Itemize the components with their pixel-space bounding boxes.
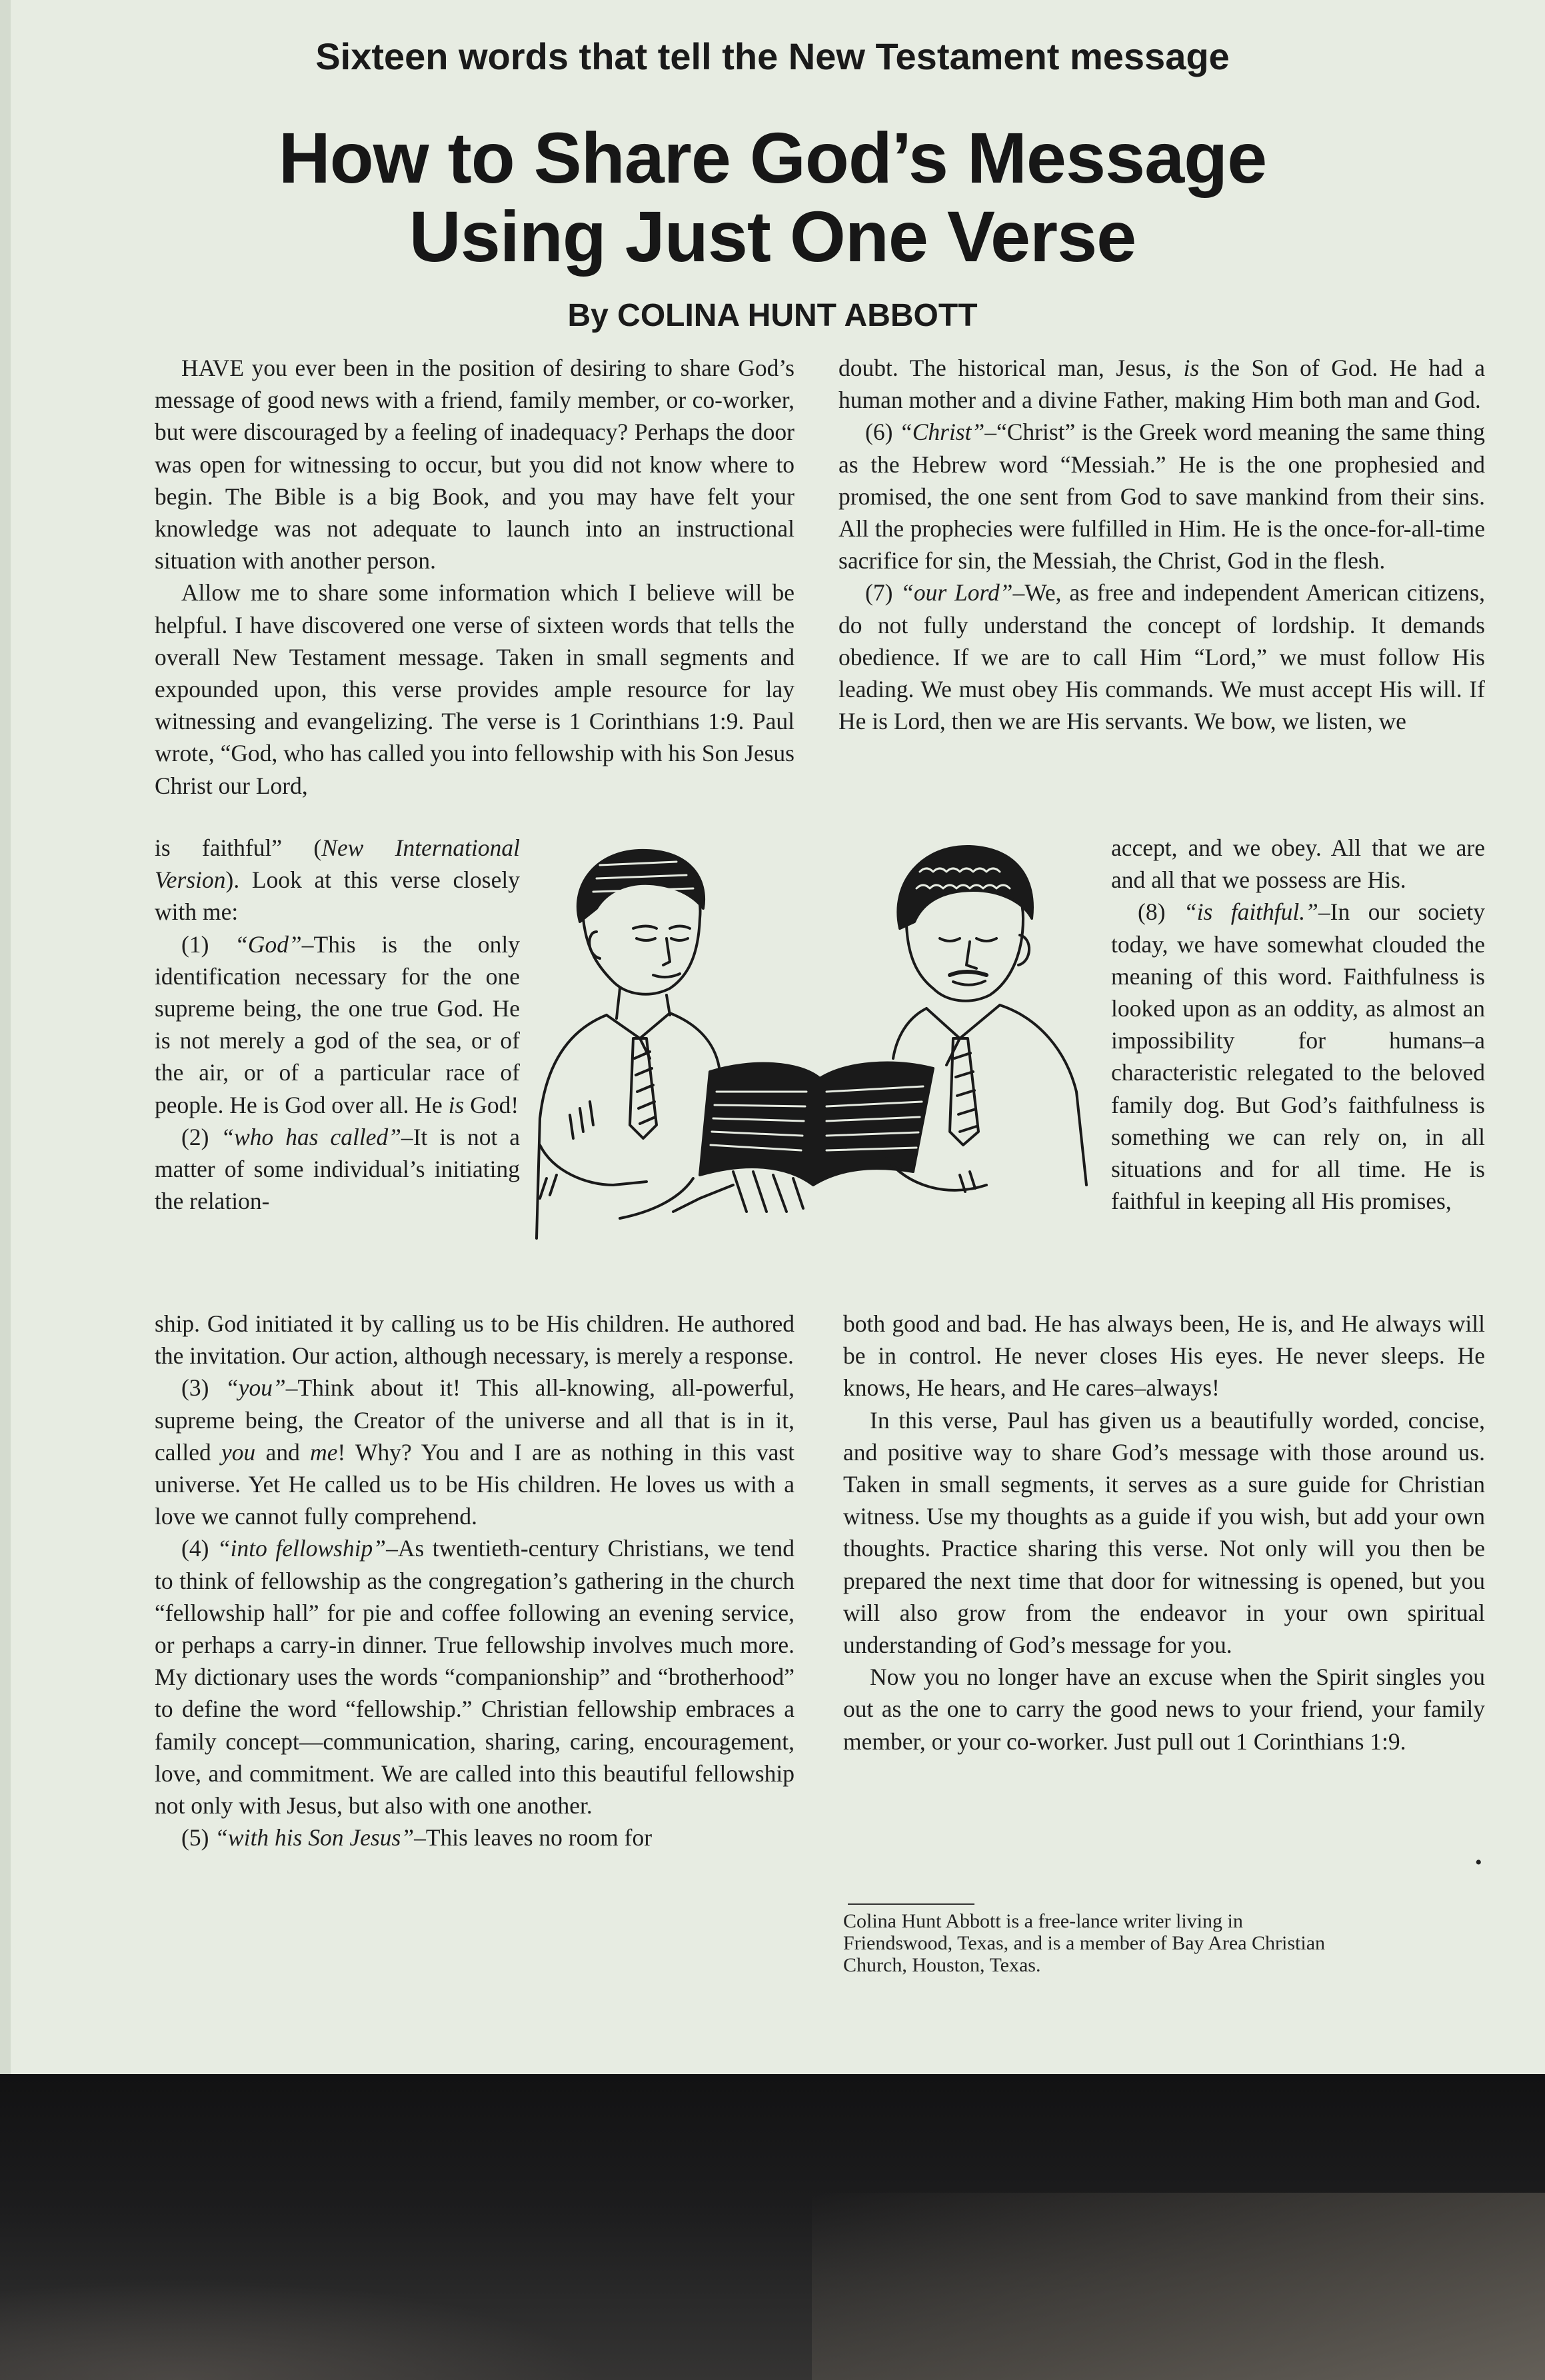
point-number: (2) <box>181 1123 221 1150</box>
point-text: –As twentieth-century Christians, we tend to think of fellowship as the congregation’s gathering in the church “fellowship hall” for pie and coffee following an evening service, or perhaps a carry-in dinner. True fellowship involves much more. My dictionary uses the words “companionship” and “brotherhood” to define the word “fellowship.” Christian fellowship embraces a family concept—communication, sharing, caring, encouragement, love, and commitment. We are called into this beautiful fellowship not only with Jesus, but also with one another. <box>155 1535 794 1819</box>
fabric-background <box>812 2193 1545 2380</box>
paragraph-point-8-cont: both good and bad. He has always been, He is, and He always will be in control. He never closes His eyes. He never sleeps. He knows, He hears, and He cares–always! <box>843 1310 1485 1402</box>
left-man-hair <box>578 850 704 922</box>
paragraph-point-7-cont: accept, and we obey. All that we are and all that we possess are His. <box>1111 834 1485 894</box>
point-term: “with his Son Jesus” <box>215 1824 415 1851</box>
article-title <box>0 119 1545 276</box>
paragraph-point-8 <box>1111 896 1485 1217</box>
right-man-shirt <box>893 1008 926 1058</box>
left-man-ear <box>589 932 600 958</box>
quote-end-text: is faithful” ( <box>155 834 322 861</box>
right-man-mouth <box>953 981 985 985</box>
title-line-2: Using Just One Verse <box>409 196 1136 277</box>
point-term: “into fellowship” <box>217 1535 387 1562</box>
point-number: (5) <box>181 1824 215 1851</box>
point-number: (6) <box>865 419 899 446</box>
right-column-bottom <box>843 1308 1485 1758</box>
left-column-bottom <box>155 1308 794 1853</box>
point-term: “is faithful.” <box>1183 898 1318 926</box>
point-text: doubt. The historical man, Jesus, <box>838 355 1184 381</box>
bottom-hand <box>620 1178 733 1218</box>
article-byline: By COLINA HUNT ABBOTT <box>567 298 978 333</box>
point-text: –It is not a matter of some individual’s initiating the relation- <box>155 1123 520 1215</box>
emphasis-word: me <box>310 1438 338 1466</box>
author-bio <box>843 1910 1485 1976</box>
paragraph-point-3 <box>155 1372 794 1532</box>
right-column-top <box>838 352 1485 737</box>
bio-line: Friendswood, Texas, and is a member of Bay Area Christian <box>843 1932 1326 1954</box>
point-text: and <box>255 1438 311 1466</box>
bio-line: Church, Houston, Texas. <box>843 1954 1041 1976</box>
paragraph-intro: HAVE you ever been in the position of desiring to share God’s message of good news with a friend, family member, or co-worker, but were discouraged by a feeling of inadequacy? Perhaps the door was open for witnessing to occur, but you did not know where to begin. The Bible is a big Book, and you may have felt your knowledge was not adequate to launch into an instructional situation with another person. <box>155 355 794 575</box>
paragraph-point-6 <box>838 416 1485 577</box>
point-term: “our Lord” <box>900 579 1013 606</box>
point-text: –In our society today, we have somewhat clouded the meaning of this word. Faithfulness is looked upon as an oddity, as almost an impossibility for humans–a characteristic relegated to the beloved family dog. But God’s faithfulness is something we can rely on, in all situations and for all time. He is faithful in keeping all His promises, <box>1111 898 1485 1215</box>
point-text: ! Why? You and I are as nothing in this vast universe. Yet He called us to be His children. He loves us with a love we cannot fully comprehend. <box>155 1438 795 1530</box>
quote-source: New International Version <box>155 834 521 894</box>
paragraph-point-2-cont: ship. God initiated it by calling us to be His children. He authored the invitation. Our action, although necessary, is merely a response. <box>155 1310 794 1370</box>
left-man-mouth <box>653 974 680 977</box>
emphasis-word: is <box>1183 355 1200 381</box>
paragraph-conclusion: In this verse, Paul has given us a beautifully worded, concise, and positive way to share God’s message with those around us. Taken in small segments, it serves as a sure guide for Christian witness. Use my thoughts as a guide if you wish, but add your own thoughts. Practice sharing this verse. Not only will you then be prepared the next time that door for witnessing is opened, but you will also grow from the endeavor in your own spiritual understanding of God’s message for you. <box>843 1406 1485 1659</box>
two-men-reading-bible-illustration <box>533 838 1106 1305</box>
point-text-end: God! <box>464 1091 519 1118</box>
point-text: –“Christ” is the Greek word meaning the same thing as the Hebrew word “Messiah.” He is the one prophesied and promised, the one sent from God to save mankind from their sins. All the prophecies were fulfilled in Him. He is the once-for-all-time sacrifice for sin, the Messiah, the Christ, God in the flesh. <box>838 419 1485 575</box>
paragraph-point-5 <box>155 1821 794 1853</box>
paragraph-quote-end <box>155 832 520 928</box>
paragraph-point-1 <box>155 928 520 1121</box>
cloth-fold <box>0 2279 600 2380</box>
bio-divider <box>848 1903 974 1905</box>
paragraph-verse: Allow me to share some information which I believe will be helpful. I have discovered one verse of sixteen words that tells the overall New Testament message. Taken in small segments and expounded upon, this verse provides ample resource for lay witnessing and evangelizing. The verse is 1 Corinthians 1:9. Paul wrote, “God, who has called you into fellowship with his Son Jesus Christ our Lord, <box>155 579 794 799</box>
left-column-top <box>155 352 794 802</box>
right-man-mustache <box>950 972 986 975</box>
bible-cover <box>700 1063 933 1185</box>
motion-marks-left <box>570 1102 593 1138</box>
right-column-narrow <box>1111 832 1485 1217</box>
left-man-nose <box>663 938 670 965</box>
emphasis-word: is <box>448 1091 465 1118</box>
left-man-collar <box>607 1013 670 1058</box>
right-man-nose <box>966 942 976 968</box>
paragraph-point-4 <box>155 1532 794 1821</box>
title-line-1: How to Share God’s Message <box>278 117 1267 198</box>
quote-after-text: ). Look at this verse closely with me: <box>155 866 520 926</box>
point-text: the Son of God. He had a human mother and a divine Father, making Him both man and God. <box>838 355 1485 414</box>
left-man-brow <box>633 926 690 929</box>
point-term: “who has called” <box>221 1123 401 1150</box>
point-term: “you” <box>225 1374 286 1402</box>
point-text: –We, as free and independent American citizens, do not fully understand the concept of lordship. It demands obedience. If we are to call Him “Lord,” we must follow His leading. We must obey His commands. We must accept His will. If He is Lord, then we are His servants. We bow, we listen, we <box>838 579 1485 735</box>
paragraph-point-2 <box>155 1121 520 1218</box>
left-column-narrow <box>155 832 520 1217</box>
point-number: (1) <box>181 930 235 958</box>
point-number: (4) <box>181 1535 217 1562</box>
left-man-eyes <box>637 938 688 940</box>
emphasis-word: you <box>221 1438 256 1466</box>
point-text: –This is the only identification necessary for the one supreme being, the one true God. He is not merely a god of the sea, or of the air, or of a particular race of people. He is God over all. He <box>155 930 520 1118</box>
motion-marks-left-2 <box>540 1175 557 1198</box>
right-man-eyes <box>940 938 996 941</box>
bio-line: Colina Hunt Abbott is a free-lance writer living in <box>843 1910 1243 1932</box>
point-number: (7) <box>865 579 901 606</box>
point-text: –This leaves no room for <box>414 1824 653 1851</box>
left-man-shirt <box>670 1013 720 1072</box>
end-of-article-mark: • <box>1475 1851 1482 1873</box>
point-term: “Christ” <box>898 419 985 446</box>
point-term: “God” <box>235 930 302 958</box>
point-number: (8) <box>1138 898 1184 926</box>
point-number: (3) <box>181 1374 226 1402</box>
right-man-shoulder <box>1000 1005 1086 1185</box>
paragraph-closing: Now you no longer have an excuse when the Spirit singles you out as the one to carry the good news to your friend, your family member, or your co-worker. Just pull out 1 Corinthians 1:9. <box>843 1664 1485 1755</box>
paragraph-point-7 <box>838 577 1485 737</box>
point-text: –Think about it! This all-knowing, all-powerful, supreme being, the Creator of the universe and all that is in it, called <box>155 1374 794 1466</box>
paragraph-point-5-cont <box>838 352 1485 416</box>
article-kicker: Sixteen words that tell the New Testament message <box>315 35 1230 77</box>
bible-shading <box>733 1172 803 1212</box>
